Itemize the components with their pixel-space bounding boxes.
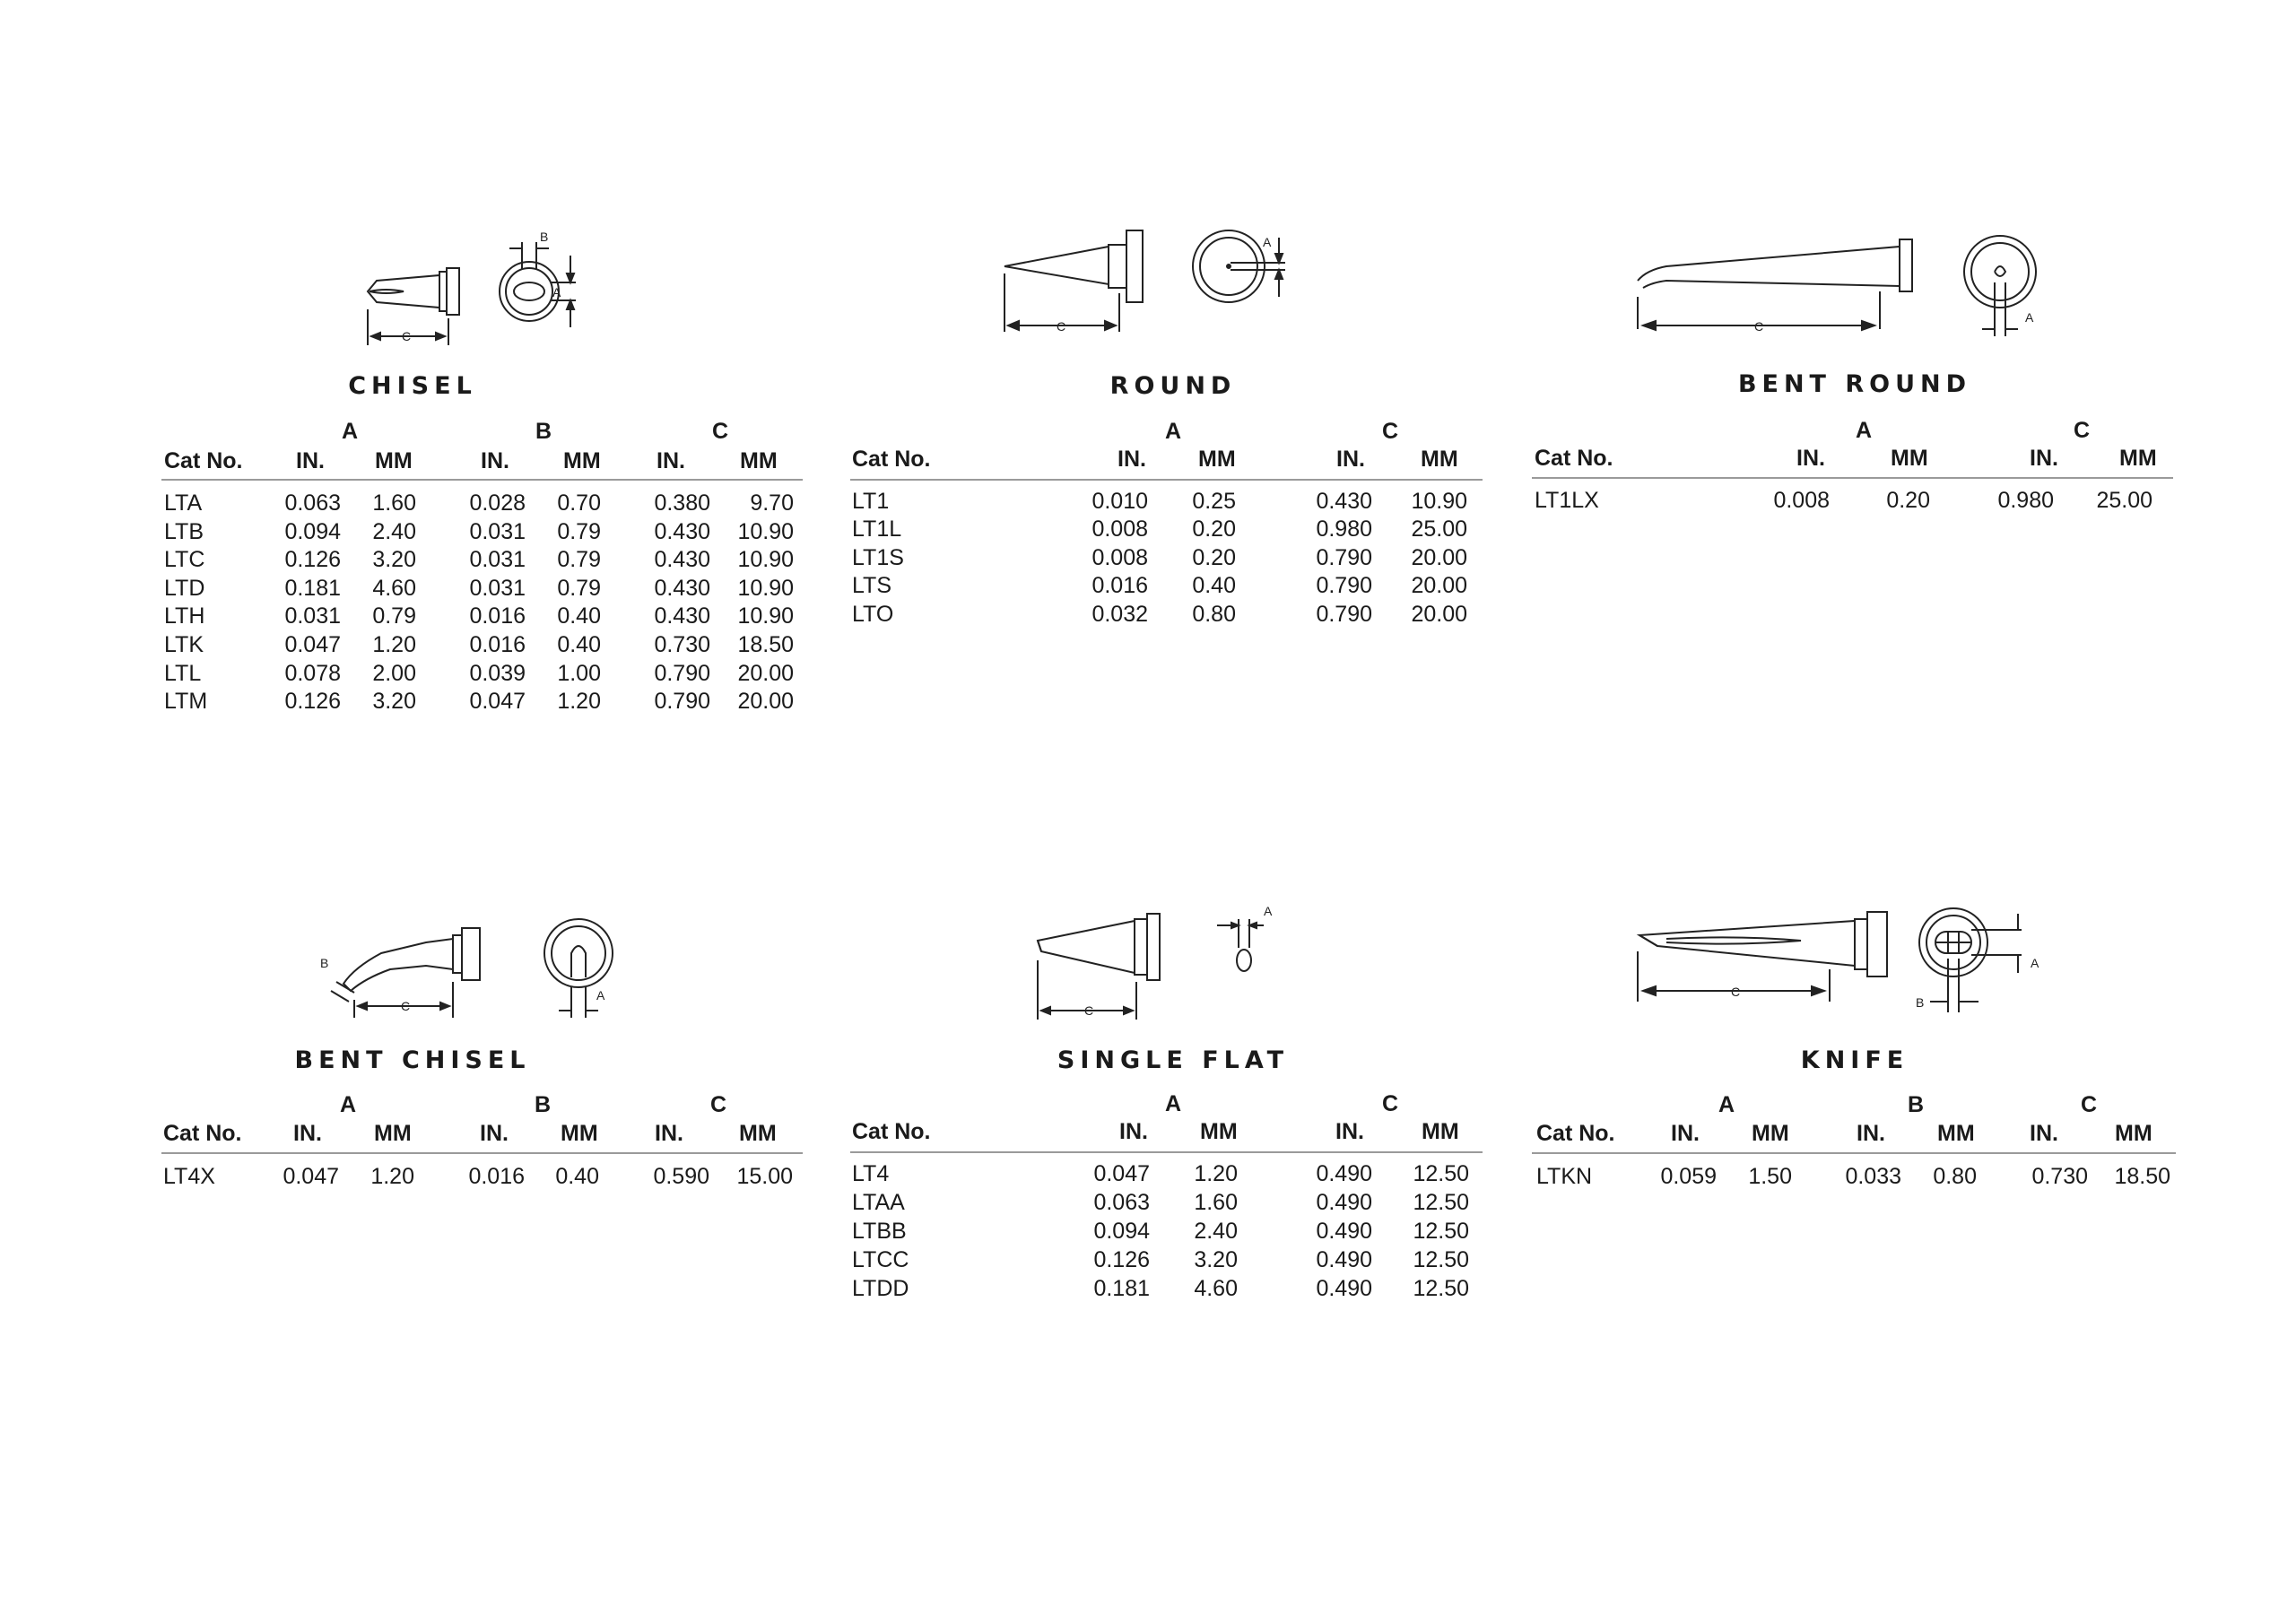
value-cell: 0.490 — [1316, 1219, 1372, 1244]
value-cell: 0.490 — [1316, 1247, 1372, 1272]
value-cell: 0.039 — [469, 660, 526, 686]
round-tip-diagram — [994, 229, 1352, 354]
value-cell: 0.031 — [469, 575, 526, 601]
cat-no-cell: LTCC — [852, 1247, 909, 1272]
group-c-header: C — [711, 419, 729, 444]
value-cell: 0.181 — [284, 575, 341, 601]
value-cell: 0.20 — [1192, 516, 1236, 542]
value-cell: 10.90 — [737, 575, 794, 601]
value-cell: 25.00 — [1411, 516, 1467, 542]
value-cell: 10.90 — [737, 518, 794, 544]
value-cell: 4.60 — [1194, 1276, 1238, 1301]
value-cell: 12.50 — [1413, 1247, 1469, 1272]
in-header: IN. — [2030, 446, 2058, 471]
cat-no-cell: LTS — [852, 573, 891, 599]
cat-no-cell: LTK — [164, 632, 204, 657]
value-cell: 0.126 — [284, 547, 341, 573]
value-cell: 0.031 — [469, 547, 526, 573]
section-single-flat — [850, 901, 1496, 1332]
group-a-header: A — [1855, 418, 1873, 443]
value-cell: 0.430 — [654, 603, 710, 629]
knife-tip-diagram — [1631, 901, 2061, 1027]
value-cell: 20.00 — [1411, 573, 1467, 599]
value-cell: 0.059 — [1660, 1164, 1717, 1189]
section-bent-round — [1532, 229, 2178, 516]
cat-no-cell: LTAA — [852, 1190, 905, 1215]
value-cell: 0.70 — [557, 490, 601, 516]
value-cell: 0.20 — [1192, 544, 1236, 570]
value-cell: 0.008 — [1773, 488, 1830, 513]
value-cell: 12.50 — [1413, 1219, 1469, 1244]
section-round — [850, 229, 1496, 659]
value-cell: 0.40 — [1192, 573, 1236, 599]
value-cell: 0.016 — [469, 632, 526, 657]
value-cell: 0.20 — [1886, 488, 1930, 513]
svg-text:C: C — [1754, 319, 1764, 334]
value-cell: 0.490 — [1316, 1190, 1372, 1215]
header-rule — [850, 1151, 1483, 1153]
cat-no-cell: LT1LX — [1535, 488, 1599, 513]
group-a-header: A — [1164, 419, 1182, 444]
section-title: KNIFE — [1800, 1046, 1909, 1074]
value-cell: 12.50 — [1413, 1161, 1469, 1186]
section-title: CHISEL — [348, 372, 477, 400]
mm-header: MM — [374, 1121, 412, 1146]
in-header: IN. — [1336, 447, 1365, 472]
value-cell: 0.063 — [1093, 1190, 1150, 1215]
group-a-header: A — [339, 1092, 357, 1117]
value-cell: 1.20 — [1194, 1161, 1238, 1186]
group-c-header: C — [2080, 1092, 2098, 1117]
svg-text:B: B — [320, 956, 329, 970]
mm-header: MM — [1200, 1119, 1238, 1144]
value-cell: 0.016 — [1091, 573, 1148, 599]
value-cell: 0.790 — [654, 660, 710, 686]
value-cell: 0.063 — [284, 490, 341, 516]
value-cell: 2.40 — [372, 518, 416, 544]
section-knife — [1532, 901, 2178, 1224]
cat-no-cell: LT1 — [852, 489, 890, 514]
mm-header: MM — [1422, 1119, 1459, 1144]
mm-header: MM — [1937, 1121, 1975, 1146]
cat-no-header: Cat No. — [852, 1119, 931, 1144]
value-cell: 20.00 — [1411, 544, 1467, 570]
value-cell: 0.40 — [557, 632, 601, 657]
value-cell: 0.126 — [1093, 1247, 1150, 1272]
value-cell: 0.40 — [555, 1164, 599, 1189]
group-c-header: C — [1381, 419, 1399, 444]
group-c-header: C — [1381, 1091, 1399, 1116]
svg-text:C: C — [1731, 985, 1741, 999]
value-cell: 0.80 — [1192, 601, 1236, 627]
value-cell: 1.60 — [372, 490, 416, 516]
cat-no-cell: LT4X — [163, 1164, 215, 1189]
bent-round-tip-diagram — [1631, 229, 2061, 354]
value-cell: 0.79 — [557, 518, 601, 544]
in-header: IN. — [1857, 1121, 1885, 1146]
value-cell: 18.50 — [2114, 1164, 2170, 1189]
value-cell: 0.032 — [1091, 601, 1148, 627]
header-rule — [850, 479, 1483, 481]
value-cell: 20.00 — [737, 660, 794, 686]
in-header: IN. — [1796, 446, 1825, 471]
value-cell: 0.008 — [1091, 544, 1148, 570]
value-cell: 0.047 — [1093, 1161, 1150, 1186]
value-cell: 0.790 — [1316, 544, 1372, 570]
in-header: IN. — [296, 448, 325, 473]
section-title: ROUND — [1109, 372, 1237, 400]
group-a-header: A — [1718, 1092, 1735, 1117]
in-header: IN. — [1118, 447, 1146, 472]
value-cell: 2.00 — [372, 660, 416, 686]
value-cell: 0.25 — [1192, 489, 1236, 514]
value-cell: 3.20 — [372, 547, 416, 573]
value-cell: 10.90 — [1411, 489, 1467, 514]
value-cell: 0.031 — [469, 518, 526, 544]
single-flat-tip-diagram — [1034, 901, 1312, 1027]
value-cell: 1.20 — [557, 689, 601, 715]
cat-no-header: Cat No. — [852, 447, 931, 472]
group-a-header: A — [1164, 1091, 1182, 1116]
mm-header: MM — [561, 1121, 598, 1146]
value-cell: 0.490 — [1316, 1161, 1372, 1186]
value-cell: 0.790 — [654, 689, 710, 715]
value-cell: 0.094 — [284, 518, 341, 544]
cat-no-cell: LT1L — [852, 516, 902, 542]
value-cell: 0.430 — [654, 575, 710, 601]
value-cell: 1.20 — [370, 1164, 414, 1189]
value-cell: 0.031 — [284, 603, 341, 629]
in-header: IN. — [293, 1121, 322, 1146]
cat-no-header: Cat No. — [163, 1121, 242, 1146]
cat-no-cell: LTKN — [1536, 1164, 1593, 1189]
in-header: IN. — [2030, 1121, 2058, 1146]
in-header: IN. — [1119, 1119, 1148, 1144]
mm-header: MM — [1891, 446, 1928, 471]
header-rule — [161, 1152, 803, 1154]
group-c-header: C — [709, 1092, 727, 1117]
cat-no-header: Cat No. — [164, 448, 243, 473]
value-cell: 0.047 — [283, 1164, 339, 1189]
value-cell: 0.047 — [469, 689, 526, 715]
in-header: IN. — [481, 448, 509, 473]
value-cell: 0.79 — [372, 603, 416, 629]
cat-no-cell: LTDD — [852, 1276, 909, 1301]
value-cell: 0.047 — [284, 632, 341, 657]
section-title: BENT CHISEL — [294, 1046, 531, 1074]
bent-chisel-tip-diagram — [318, 901, 650, 1027]
cat-no-cell: LT1S — [852, 544, 904, 570]
value-cell: 0.590 — [653, 1164, 709, 1189]
value-cell: 0.430 — [654, 518, 710, 544]
header-rule — [1532, 477, 2173, 479]
value-cell: 0.181 — [1093, 1276, 1150, 1301]
in-header: IN. — [480, 1121, 509, 1146]
mm-header: MM — [1752, 1121, 1789, 1146]
value-cell: 1.60 — [1194, 1190, 1238, 1215]
value-cell: 2.40 — [1194, 1219, 1238, 1244]
mm-header: MM — [740, 448, 778, 473]
value-cell: 0.79 — [557, 575, 601, 601]
mm-header: MM — [1421, 447, 1458, 472]
section-title: SINGLE FLAT — [1057, 1046, 1290, 1074]
section-chisel — [161, 229, 807, 731]
value-cell: 0.380 — [654, 490, 710, 516]
value-cell: 0.094 — [1093, 1219, 1150, 1244]
section-title: BENT ROUND — [1737, 370, 1972, 398]
value-cell: 12.50 — [1413, 1190, 1469, 1215]
value-cell: 25.00 — [2096, 488, 2152, 513]
value-cell: 12.50 — [1413, 1276, 1469, 1301]
value-cell: 0.980 — [1997, 488, 2054, 513]
value-cell: 3.20 — [1194, 1247, 1238, 1272]
mm-header: MM — [1198, 447, 1236, 472]
cat-no-cell: LTB — [164, 518, 204, 544]
mm-header: MM — [739, 1121, 777, 1146]
group-c-header: C — [2073, 418, 2091, 443]
value-cell: 3.20 — [372, 689, 416, 715]
value-cell: 0.033 — [1845, 1164, 1901, 1189]
value-cell: 0.010 — [1091, 489, 1148, 514]
value-cell: 0.790 — [1316, 573, 1372, 599]
svg-text:A: A — [1264, 904, 1273, 918]
svg-text:A: A — [596, 988, 605, 1002]
header-rule — [161, 479, 803, 481]
mm-header: MM — [2115, 1121, 2152, 1146]
group-b-header: B — [534, 1092, 552, 1117]
cat-no-cell: LTA — [164, 490, 203, 516]
value-cell: 1.50 — [1748, 1164, 1792, 1189]
value-cell: 0.490 — [1316, 1276, 1372, 1301]
value-cell: 0.79 — [557, 547, 601, 573]
in-header: IN. — [657, 448, 685, 473]
mm-header: MM — [563, 448, 601, 473]
value-cell: 0.80 — [1933, 1164, 1977, 1189]
value-cell: 0.40 — [557, 603, 601, 629]
svg-text:B: B — [1916, 995, 1925, 1010]
value-cell: 0.730 — [2031, 1164, 2088, 1189]
in-header: IN. — [1671, 1121, 1700, 1146]
svg-text:A: A — [2025, 310, 2034, 325]
svg-text:C: C — [1084, 1003, 1094, 1018]
chisel-tip-diagram — [350, 229, 655, 354]
group-a-header: A — [341, 419, 359, 444]
value-cell: 0.016 — [469, 603, 526, 629]
value-cell: 0.016 — [468, 1164, 525, 1189]
svg-text:C: C — [401, 999, 411, 1013]
value-cell: 1.20 — [372, 632, 416, 657]
cat-no-cell: LTBB — [852, 1219, 907, 1244]
svg-text:A: A — [1263, 235, 1272, 249]
value-cell: 1.00 — [557, 660, 601, 686]
value-cell: 0.430 — [1316, 489, 1372, 514]
cat-no-header: Cat No. — [1536, 1121, 1615, 1146]
cat-no-cell: LTC — [164, 547, 205, 573]
group-b-header: B — [1907, 1092, 1925, 1117]
cat-no-cell: LTD — [164, 575, 205, 601]
value-cell: 0.730 — [654, 632, 710, 657]
in-header: IN. — [1335, 1119, 1364, 1144]
value-cell: 10.90 — [737, 547, 794, 573]
cat-no-cell: LTO — [852, 601, 894, 627]
value-cell: 18.50 — [737, 632, 794, 657]
value-cell: 9.70 — [750, 490, 794, 516]
value-cell: 0.126 — [284, 689, 341, 715]
value-cell: 0.980 — [1316, 516, 1372, 542]
cat-no-header: Cat No. — [1535, 446, 1613, 471]
value-cell: 4.60 — [372, 575, 416, 601]
cat-no-cell: LTL — [164, 660, 202, 686]
value-cell: 0.028 — [469, 490, 526, 516]
value-cell: 0.790 — [1316, 601, 1372, 627]
value-cell: 20.00 — [737, 689, 794, 715]
svg-text:A: A — [552, 285, 561, 299]
group-b-header: B — [535, 419, 552, 444]
value-cell: 0.078 — [284, 660, 341, 686]
value-cell: 10.90 — [737, 603, 794, 629]
svg-text:C: C — [402, 329, 412, 343]
value-cell: 20.00 — [1411, 601, 1467, 627]
cat-no-cell: LTM — [164, 689, 208, 715]
in-header: IN. — [655, 1121, 683, 1146]
value-cell: 0.008 — [1091, 516, 1148, 542]
svg-text:A: A — [2031, 956, 2039, 970]
cat-no-cell: LT4 — [852, 1161, 890, 1186]
mm-header: MM — [2119, 446, 2157, 471]
cat-no-cell: LTH — [164, 603, 205, 629]
svg-text:C: C — [1057, 319, 1066, 334]
mm-header: MM — [375, 448, 413, 473]
value-cell: 0.430 — [654, 547, 710, 573]
svg-text:B: B — [540, 230, 549, 244]
value-cell: 15.00 — [736, 1164, 793, 1189]
header-rule — [1532, 1152, 2176, 1154]
section-bent-chisel — [161, 901, 807, 1224]
